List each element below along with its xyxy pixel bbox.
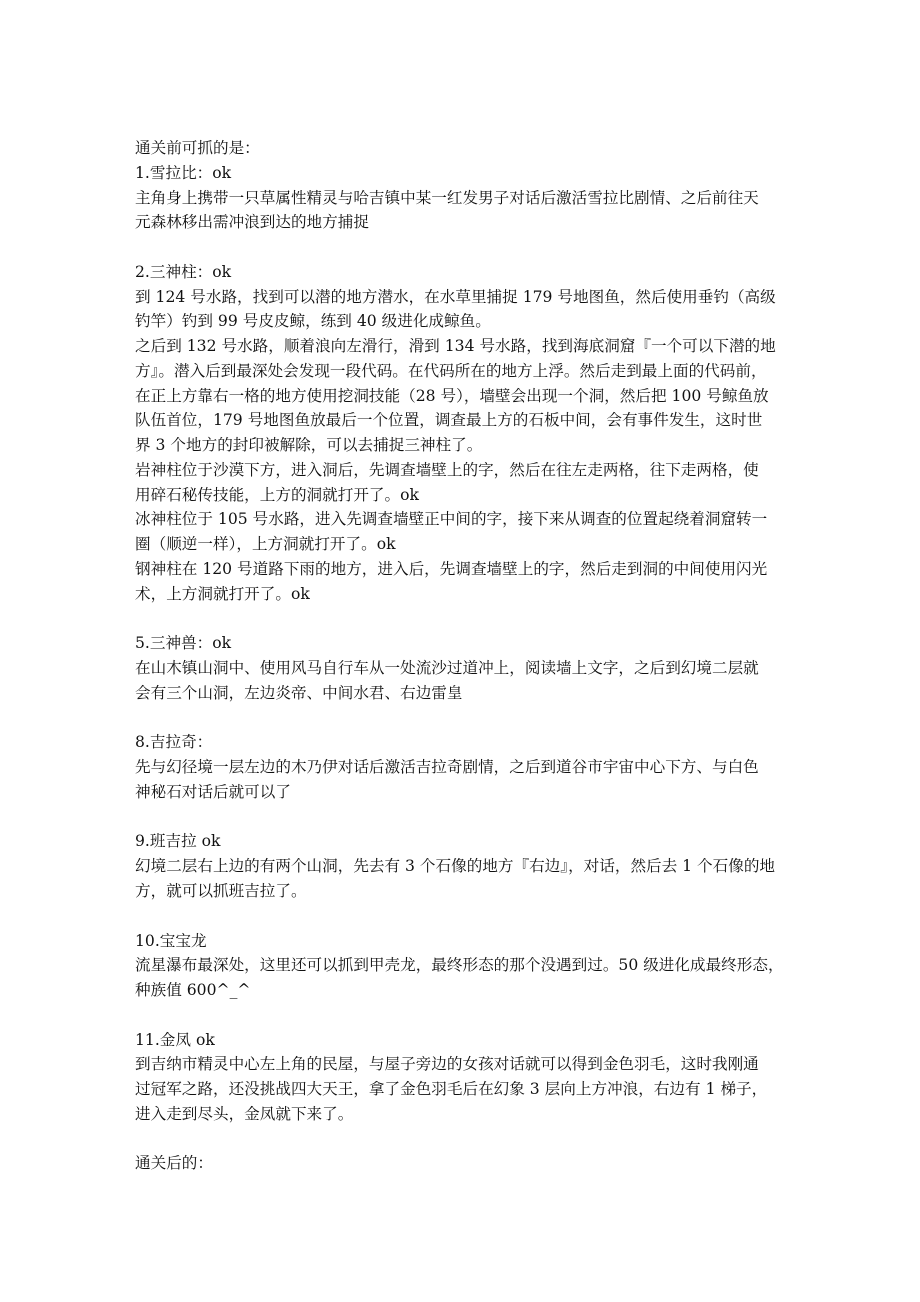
text-line: 主角身上携带一只草属性精灵与哈吉镇中某一红发男子对话后激活雪拉比剧情、之后前往天 [135,188,759,207]
blank-line [135,235,835,260]
text-line: 先与幻径境一层左边的木乃伊对话后激活吉拉奇剧情，之后到道谷市宇宙中心下方、与白色 [135,758,759,777]
text-line: 种族值 600^_^ [135,981,251,1000]
blank-line [135,706,835,731]
text-line: 元森林移出需冲浪到达的地方捕捉 [135,213,369,232]
text-line: 在正上方靠右一格的地方使用挖洞技能（28 号），墙壁会出现一个洞，然后把 100 号鲸鱼放 [135,386,769,405]
document-body [135,136,835,1176]
text-line: 到吉纳市精灵中心左上角的民屋，与屋子旁边的女孩对话就可以得到金色羽毛，这时我刚通 [135,1055,759,1074]
text-line: 队伍首位，179 号地图鱼放最后一个位置，调查最上方的石板中间，会有事件发生，这时世 [135,411,763,430]
text-line: 通关后的： [135,1154,213,1173]
text-line: 岩神柱位于沙漠下方，进入洞后，先调查墙壁上的字，然后在往左走两格，往下走两格，使 [135,460,759,479]
text-line: 10.宝宝龙 [135,931,207,950]
text-line: 术，上方洞就打开了。ok [135,584,310,603]
text-line: 方，就可以抓班吉拉了。 [135,881,307,900]
text-line: 在山木镇山洞中、使用风马自行车从一处流沙过道冲上，阅读墙上文字，之后到幻境二层就 [135,659,759,678]
text-line: 到 124 号水路，找到可以潜的地方潜水，在水草里捕捉 179 号地图鱼，然后使用垂钓（高级 [135,287,776,306]
text-line: 用碎石秘传技能，上方的洞就打开了。ok [135,485,419,504]
text-line: 2.三神柱：ok [135,262,232,281]
text-line: 1.雪拉比：ok [135,163,232,182]
text-line: 会有三个山洞，左边炎帝、中间水君、右边雷皇 [135,683,463,702]
text-line: 8.吉拉奇： [135,733,213,752]
blank-line [135,904,835,929]
text-line: 流星瀑布最深处，这里还可以抓到甲壳龙，最终形态的那个没遇到过。50 级进化成最终形态， [135,956,784,975]
blank-line [135,1003,835,1028]
text-line: 冰神柱位于 105 号水路，进入先调查墙壁正中间的字，接下来从调查的位置起绕着洞窟转一 [135,510,768,529]
text-line: 幻境二层右上边的有两个山洞，先去有 3 个石像的地方『右边』，对话，然后去 1 个石像的地 [135,857,776,876]
text-line: 过冠军之路，还没挑战四大天王，拿了金色羽毛后在幻象 3 层向上方冲浪，右边有 1 梯子， [135,1080,768,1099]
text-line: 钓竿）钓到 99 号皮皮鲸，练到 40 级进化成鲸鱼。 [135,312,491,331]
text-line: 方』。潜入后到最深处会发现一段代码。在代码所在的地方上浮。然后走到最上面的代码前， [135,361,767,380]
text-line: 5.三神兽：ok [135,634,232,653]
text-line: 通关前可抓的是： [135,139,260,157]
text-line: 界 3 个地方的封印被解除，可以去捕捉三神柱了。 [135,436,483,455]
blank-line [135,607,835,632]
blank-line [135,1127,835,1152]
text-line: 钢神柱在 120 号道路下雨的地方，进入后，先调查墙壁上的字，然后走到洞的中间使用闪光 [135,560,768,579]
text-line: 9.班吉拉 ok [135,832,221,851]
text-line: 11.金凤 ok [135,1030,215,1049]
text-line: 进入走到尽头，金凤就下来了。 [135,1104,354,1123]
text-line: 之后到 132 号水路，顺着浪向左滑行，滑到 134 号水路，找到海底洞窟『一个可以下潜的地 [135,337,776,356]
text-line: 圈（顺逆一样），上方洞就打开了。ok [135,535,396,554]
blank-line [135,805,835,830]
text-line: 神秘石对话后就可以了 [135,782,291,801]
